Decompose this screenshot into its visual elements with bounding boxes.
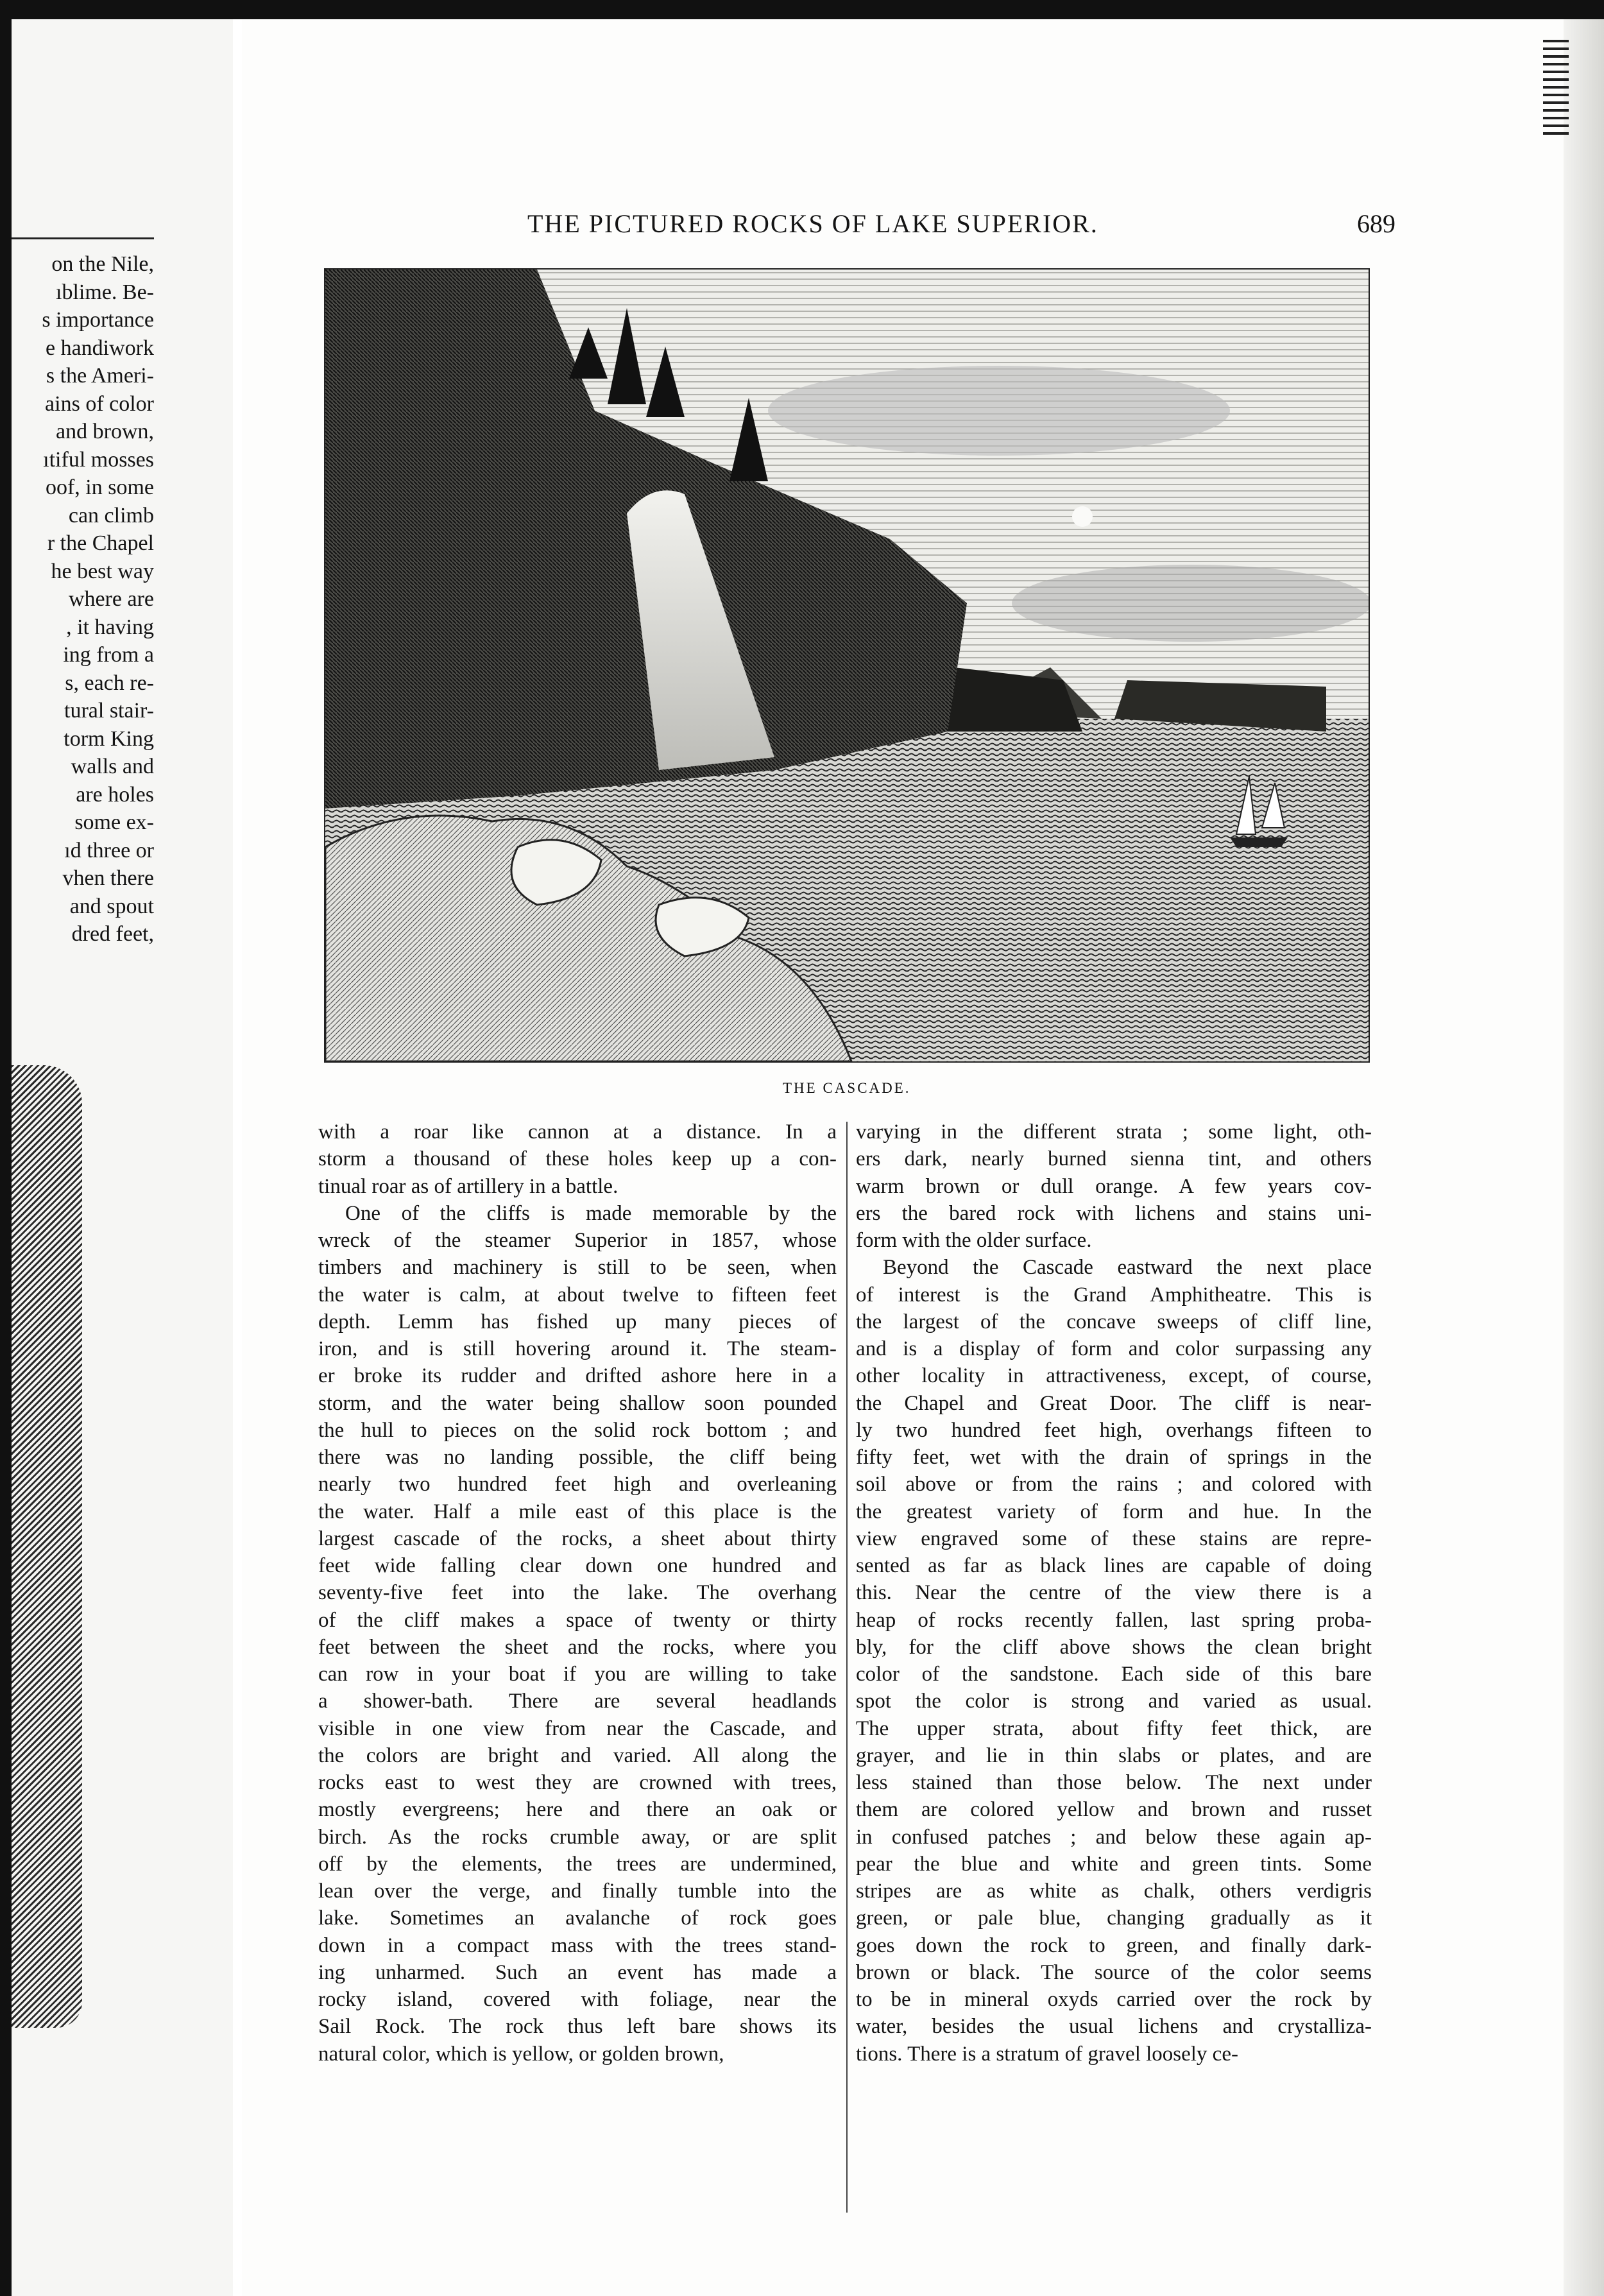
text-line: color of the sandstone. Each side of this bare: [856, 1663, 1372, 1686]
text-line: the water. Half a mile east of this place is the: [318, 1500, 837, 1523]
text-line: water, besides the usual lichens and crystalliza-: [856, 2015, 1372, 2039]
text-line: less stained than those below. The next under: [856, 1771, 1372, 1794]
text-line: ers dark, nearly burned sienna tint, and others: [856, 1147, 1372, 1171]
previous-page-text: [12, 250, 154, 948]
text-line: pear the blue and white and green tints. Some: [856, 1852, 1372, 1876]
right-text-column: [856, 1118, 1372, 2068]
text-line: the Chapel and Great Door. The cliff is near-: [856, 1391, 1372, 1415]
previous-page-line: walls and: [71, 755, 154, 778]
text-line: varying in the different strata ; some light, oth-: [856, 1120, 1372, 1144]
previous-page-line: tural stair-: [64, 699, 154, 723]
previous-page-engraving-edge: [12, 1065, 82, 2028]
text-line: wreck of the steamer Superior in 1857, whose: [318, 1229, 837, 1252]
previous-page-line: on the Nile,: [51, 252, 154, 276]
text-line: ing unharmed. Such an event has made a: [318, 1960, 837, 1984]
text-line: mostly evergreens; here and there an oak or: [318, 1798, 837, 1822]
text-line: form with the older surface.: [856, 1229, 1092, 1252]
text-line: and is a display of form and color surpassing any: [856, 1337, 1372, 1360]
text-line: down in a compact mass with the trees stand-: [318, 1933, 837, 1957]
moon: [1072, 506, 1093, 527]
previous-page-line: r the Chapel: [47, 531, 154, 555]
text-line: in confused patches ; and below these again ap-: [856, 1825, 1372, 1849]
page-edge-marks: [1543, 39, 1569, 135]
text-line: stripes are as white as chalk, others verdigris: [856, 1880, 1372, 1903]
text-line: bly, for the cliff above shows the clean bright: [856, 1635, 1372, 1659]
previous-page-line: ing from a: [63, 643, 154, 667]
column-divider: [846, 1122, 848, 2213]
text-line: ers the bared rock with lichens and stains uni-: [856, 1201, 1372, 1225]
running-head: THE PICTURED ROCKS OF LAKE SUPERIOR.: [527, 209, 1098, 238]
text-line: the largest of the concave sweeps of cliff line,: [856, 1310, 1372, 1333]
text-line: with a roar like cannon at a distance. In a: [318, 1120, 837, 1144]
sailboat-hull: [1230, 837, 1288, 847]
previous-page-line: ıd three or: [64, 838, 154, 862]
text-line: spot the color is strong and varied as usual.: [856, 1690, 1372, 1713]
previous-page-line: and brown,: [56, 420, 154, 443]
text-line: Sail Rock. The rock thus left bare shows its: [318, 2015, 837, 2039]
previous-page-line: can climb: [68, 503, 154, 527]
text-line: the water is calm, at about twelve to fifteen feet: [318, 1283, 837, 1306]
cloud: [1012, 565, 1369, 642]
text-line: green, or pale blue, changing gradually as it: [856, 1906, 1372, 1930]
text-line: of interest is the Grand Amphitheatre. This is: [856, 1283, 1372, 1306]
text-line: storm a thousand of these holes keep up a con-: [318, 1147, 837, 1171]
previous-page-line: s importance: [42, 308, 154, 332]
scan-border-top: [0, 0, 1604, 19]
previous-page-line: some ex-: [74, 810, 154, 834]
page-number: 689: [1357, 209, 1395, 238]
text-line: the colors are bright and varied. All along the: [318, 1743, 837, 1767]
previous-page-line: ıtiful mosses: [43, 447, 154, 472]
text-line: grayer, and lie in thin slabs or plates, and are: [856, 1743, 1372, 1767]
previous-page-rule: [12, 237, 154, 239]
text-line: goes down the rock to green, and finally dark-: [856, 1933, 1372, 1957]
text-line: brown or black. The source of the color seems: [856, 1960, 1372, 1984]
text-line: tions. There is a stratum of gravel loosely ce-: [856, 2042, 1238, 2066]
text-line: feet between the sheet and the rocks, where you: [318, 1635, 837, 1659]
previous-page-line: , it having: [66, 615, 154, 639]
text-line: timbers and machinery is still to be seen, when: [318, 1256, 837, 1280]
text-line: ly two hundred feet high, overhangs fifteen to: [856, 1418, 1372, 1442]
previous-page-line: s, each re-: [65, 671, 154, 695]
left-text-column: [318, 1118, 837, 2068]
text-line: rocks east to west they are crowned with trees,: [318, 1771, 837, 1794]
text-line: can row in your boat if you are willing to take: [318, 1663, 837, 1686]
text-line: depth. Lemm has fished up many pieces of: [318, 1310, 837, 1333]
text-line: there was no landing possible, the cliff being: [318, 1446, 837, 1469]
text-line: rocky island, covered with foliage, near the: [318, 1988, 837, 2011]
cascade-engraving: [324, 268, 1370, 1063]
text-line: storm, and the water being shallow soon pounded: [318, 1391, 837, 1415]
previous-page-line: ıblime. Be-: [56, 280, 154, 304]
previous-page-line: he best way: [51, 559, 154, 583]
text-line: tinual roar as of artillery in a battle.: [318, 1174, 619, 1198]
previous-page-line: torm King: [64, 726, 154, 751]
text-line: the hull to pieces on the solid rock bottom ; and: [318, 1418, 837, 1442]
text-line: to be in mineral oxyds carried over the rock by: [856, 1988, 1372, 2011]
previous-page-line: are holes: [76, 782, 154, 807]
text-line: iron, and is still hovering around it. The steam-: [318, 1337, 837, 1360]
text-line: fifty feet, wet with the drain of springs in the: [856, 1446, 1372, 1469]
text-line: seventy-five feet into the lake. The overhang: [318, 1581, 837, 1605]
text-line: nearly two hundred feet high and overleaning: [318, 1473, 837, 1496]
previous-page-line: where are: [68, 587, 154, 611]
text-line: this. Near the centre of the view there is a: [856, 1581, 1372, 1605]
text-line: heap of rocks recently fallen, last spring proba-: [856, 1608, 1372, 1632]
text-line: feet wide falling clear down one hundred and: [318, 1554, 837, 1577]
text-line: lake. Sometimes an avalanche of rock goes: [318, 1906, 837, 1930]
text-line: of the cliff makes a space of twenty or thirty: [318, 1608, 837, 1632]
text-line: soil above or from the rains ; and colored with: [856, 1473, 1372, 1496]
text-line: The upper strata, about fifty feet thick, are: [856, 1717, 1372, 1740]
text-line: birch. As the rocks crumble away, or are split: [318, 1825, 837, 1849]
text-line: natural color, which is yellow, or golden brown,: [318, 2042, 724, 2066]
previous-page-line: e handiwork: [45, 336, 154, 360]
text-line: Beyond the Cascade eastward the next place: [883, 1256, 1372, 1280]
text-line: er broke its rudder and drifted ashore here in a: [318, 1364, 837, 1388]
previous-page-line: dred feet,: [71, 922, 154, 946]
text-line: them are colored yellow and brown and russet: [856, 1798, 1372, 1822]
illustration-caption: THE CASCADE.: [783, 1080, 911, 1096]
text-line: One of the cliffs is made memorable by the: [345, 1201, 837, 1225]
text-line: other locality in attractiveness, except, of course,: [856, 1364, 1372, 1388]
previous-page-line: and spout: [69, 894, 154, 918]
text-line: warm brown or dull orange. A few years cov-: [856, 1174, 1372, 1198]
previous-page-line: oof, in some: [45, 475, 154, 499]
previous-page-line: vhen there: [62, 866, 154, 890]
text-line: a shower-bath. There are several headlands: [318, 1690, 837, 1713]
text-line: off by the elements, the trees are undermined,: [318, 1852, 837, 1876]
previous-page-fragment: [12, 19, 233, 2296]
page-edge: [1564, 19, 1604, 2296]
previous-page-line: s the Ameri-: [46, 364, 154, 388]
text-line: sented as far as black lines are capable of doing: [856, 1554, 1372, 1577]
text-line: largest cascade of the rocks, a sheet about thirty: [318, 1527, 837, 1550]
text-line: visible in one view from near the Cascade, and: [318, 1717, 837, 1740]
cloud: [768, 366, 1230, 456]
text-line: view engraved some of these stains are repre-: [856, 1527, 1372, 1550]
scan-border-left: [0, 0, 12, 2296]
previous-page-line: ains of color: [45, 391, 154, 416]
text-line: lean over the verge, and finally tumble into the: [318, 1880, 837, 1903]
text-line: the greatest variety of form and hue. In the: [856, 1500, 1372, 1523]
